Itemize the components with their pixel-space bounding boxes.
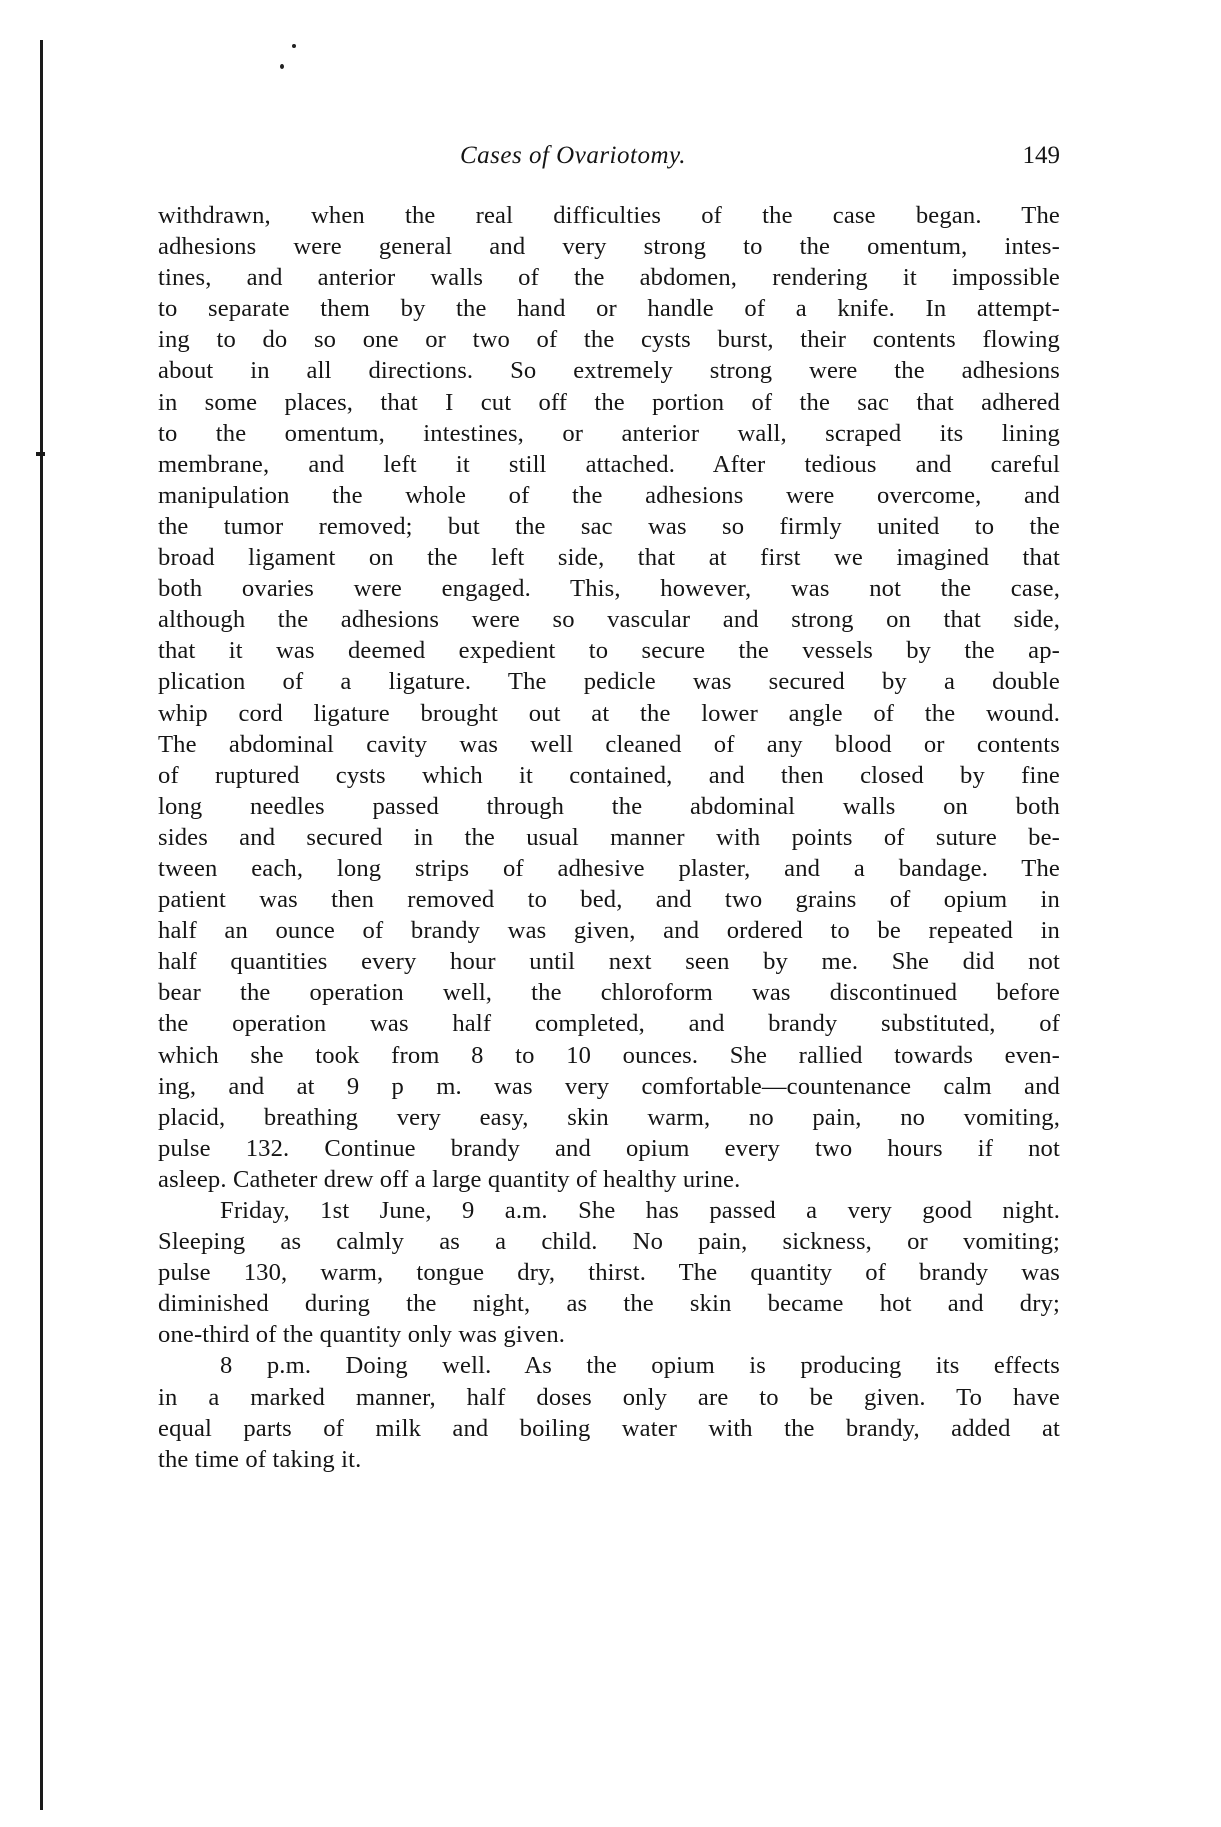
text-line: one-third of the quantity only was given. bbox=[158, 1321, 566, 1349]
text-line: to the omentum, intestines, or anterior wall, scraped its lining bbox=[158, 419, 1060, 447]
gutter-tick-mark bbox=[36, 452, 45, 456]
paragraph-2 bbox=[158, 1195, 1060, 1350]
paragraph-1 bbox=[158, 200, 1060, 1195]
text-line: patient was then removed to bed, and two grains of opium in bbox=[158, 886, 1060, 914]
text-line: although the adhesions were so vascular and strong on that side, bbox=[158, 606, 1060, 634]
paragraph-3 bbox=[158, 1350, 1060, 1474]
text-line: Friday, 1st June, 9 a.m. She has passed a very good night. bbox=[220, 1197, 1060, 1224]
text-line: the operation was half completed, and brandy substituted, of bbox=[158, 1010, 1060, 1038]
text-line: adhesions were general and very strong to the omentum, intes- bbox=[158, 233, 1060, 261]
body-text bbox=[158, 200, 1060, 1475]
text-line: half an ounce of brandy was given, and ordered to be repeated in bbox=[158, 917, 1060, 945]
text-line: plication of a ligature. The pedicle was secured by a double bbox=[158, 668, 1060, 696]
text-line: Sleeping as calmly as a child. No pain, sickness, or vomiting; bbox=[158, 1228, 1060, 1256]
text-line: in a marked manner, half doses only are to be given. To have bbox=[158, 1383, 1060, 1411]
text-line: 8 p.m. Doing well. As the opium is producing its effects bbox=[220, 1352, 1060, 1380]
text-line: equal parts of milk and boiling water with the brandy, added at bbox=[158, 1414, 1060, 1442]
text-line: the tumor removed; but the sac was so firmly united to the bbox=[158, 512, 1060, 540]
text-line: the time of taking it. bbox=[158, 1445, 362, 1473]
text-line: pulse 132. Continue brandy and opium every two hours if not bbox=[158, 1134, 1060, 1162]
text-line: long needles passed through the abdominal walls on both bbox=[158, 792, 1060, 820]
text-line: manipulation the whole of the adhesions were overcome, and bbox=[158, 481, 1060, 509]
text-line: whip cord ligature brought out at the lower angle of the wound. bbox=[158, 699, 1060, 727]
text-line: which she took from 8 to 10 ounces. She rallied towards even- bbox=[158, 1041, 1060, 1069]
page-number: 149 bbox=[1022, 142, 1060, 169]
text-line: to separate them by the hand or handle of a knife. In attempt- bbox=[158, 295, 1060, 323]
text-line: placid, breathing very easy, skin warm, no pain, no vomiting, bbox=[158, 1103, 1060, 1131]
text-line: ing, and at 9 p m. was very comfortable—countenance calm and bbox=[158, 1072, 1060, 1100]
ink-speck bbox=[292, 44, 296, 48]
text-line: diminished during the night, as the skin became hot and dry; bbox=[158, 1290, 1060, 1318]
text-line: ing to do so one or two of the cysts burst, their contents flowing bbox=[158, 326, 1060, 354]
text-line: sides and secured in the usual manner with points of suture be- bbox=[158, 823, 1060, 851]
running-title: Cases of Ovariotomy. bbox=[460, 142, 686, 169]
text-line: in some places, that I cut off the portion of the sac that adhered bbox=[158, 388, 1060, 416]
text-line: withdrawn, when the real difficulties of the case began. The bbox=[158, 202, 1060, 229]
text-line: about in all directions. So extremely strong were the adhesions bbox=[158, 357, 1060, 385]
text-line: half quantities every hour until next seen by me. She did not bbox=[158, 948, 1060, 976]
text-line: of ruptured cysts which it contained, and then closed by fine bbox=[158, 761, 1060, 789]
text-line: broad ligament on the left side, that at first we imagined that bbox=[158, 544, 1060, 572]
text-line: tween each, long strips of adhesive plaster, and a bandage. The bbox=[158, 854, 1060, 882]
text-line: both ovaries were engaged. This, however, was not the case, bbox=[158, 575, 1060, 603]
text-line: tines, and anterior walls of the abdomen, rendering it impossible bbox=[158, 264, 1060, 292]
text-line: that it was deemed expedient to secure the vessels by the ap- bbox=[158, 637, 1060, 665]
text-line: pulse 130, warm, tongue dry, thirst. The quantity of brandy was bbox=[158, 1259, 1060, 1287]
ink-speck bbox=[280, 64, 284, 69]
gutter-binding-rule bbox=[40, 40, 43, 1810]
text-line: The abdominal cavity was well cleaned of any blood or contents bbox=[158, 730, 1060, 758]
text-line: membrane, and left it still attached. After tedious and careful bbox=[158, 450, 1060, 478]
running-head bbox=[160, 142, 1060, 182]
text-line: bear the operation well, the chloroform was discontinued before bbox=[158, 979, 1060, 1007]
text-line: asleep. Catheter drew off a large quantity of healthy urine. bbox=[158, 1165, 741, 1193]
